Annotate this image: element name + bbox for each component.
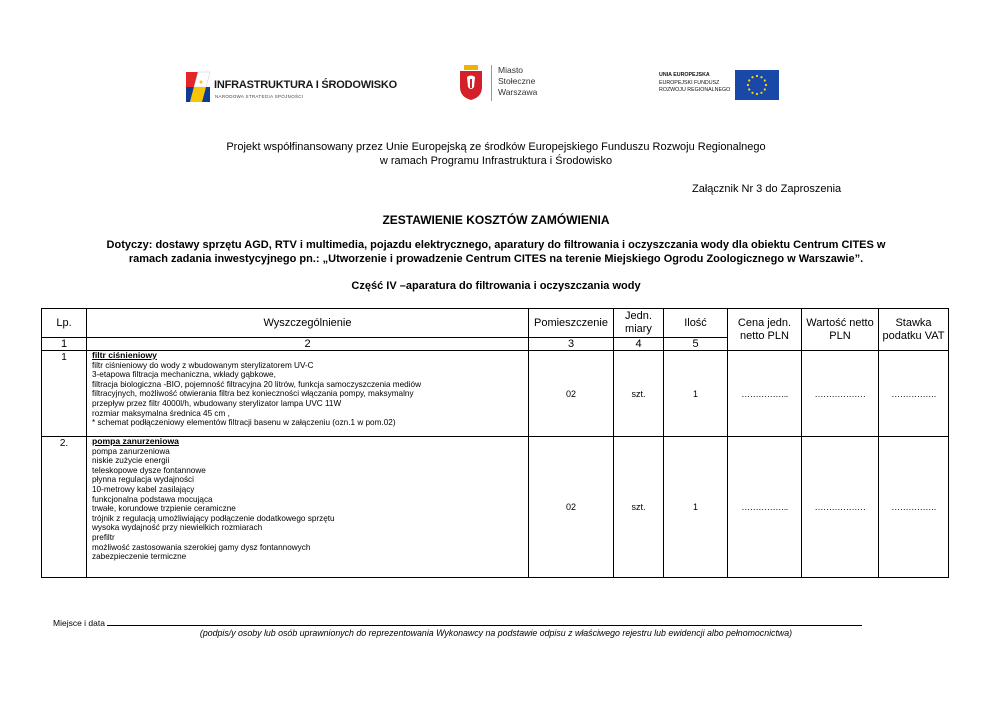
header-row (42, 309, 949, 338)
eu-star (764, 88, 766, 90)
eu-star (756, 75, 758, 77)
header-unit-price: Cena jedn. netto PLN (728, 309, 802, 351)
eu-line-1: UNIA EUROPEJSKA (659, 72, 710, 78)
row-net-value: ……………… (802, 437, 879, 578)
spec-line: wysoka wydajność przy niewielkich rozmiarach (92, 523, 263, 533)
eu-star (765, 84, 767, 86)
warszawa-line-2: Stołeczne (498, 76, 536, 86)
eu-star (764, 79, 766, 81)
row-quantity: 1 (664, 437, 728, 578)
project-line-2: w ramach Programu Infrastruktura i Środowisko (379, 155, 613, 167)
header-vat-rate: Stawka podatku VAT (879, 309, 949, 351)
spec-line: teleskopowe dysze fontannowe (92, 465, 206, 475)
warszawa-text (498, 65, 537, 98)
spec-line: pompa zanurzeniowa (92, 446, 170, 456)
eu-star (760, 76, 762, 78)
logo-title: INFRASTRUKTURA I ŚRODOWISKO (214, 79, 398, 91)
eu-line-3: ROZWOJU REGIONALNEGO (659, 87, 731, 93)
warszawa-line-1: Miasto (498, 65, 524, 75)
eu-star (756, 93, 758, 95)
spec-line: filtracyjnych, możliwość otwierania filtra bez konieczności włączania pompy, maksymalny (92, 389, 414, 399)
spec-line: filtracja biologiczna -BIO, pojemność filtracyjna 20 litrów, funkcja samoczyszczenia mediów (92, 379, 421, 389)
spec-line: trwałe, korundowe trzpienie ceramiczne (92, 504, 236, 514)
eu-line-2: EUROPEJSKI FUNDUSZ (659, 79, 720, 86)
spec-line: możliwość zastosowania szerokiej gamy dysz fontannowych (92, 542, 311, 552)
place-date-label: Miejsce i data (53, 618, 105, 628)
header-unit: Jedn. miary (614, 309, 664, 338)
table-row (42, 437, 949, 578)
row-lp: 2. (42, 437, 87, 578)
row-vat-rate: ……………. (879, 437, 949, 578)
header-lp: Lp. (42, 309, 87, 338)
row-unit: szt. (614, 437, 664, 578)
spec-line: 3-etapowa filtracja mechaniczna, wkłady gąbkowe, (92, 370, 276, 380)
column-number: 2 (87, 338, 529, 351)
spec-line: przepływ przez filtr 4000l/h, wbudowany sterylizator lampa UVC 11W (92, 398, 342, 408)
spec-line: rozmiar maksymalna średnica 45 cm , (92, 408, 230, 418)
row-description (87, 351, 529, 437)
place-date-line (107, 617, 862, 626)
project-line-1: Projekt współfinansowany przez Unie Europejską ze środków Europejskiego Funduszu Rozwoju Regionalnego (226, 141, 766, 153)
row-unit-price: …………….. (728, 437, 802, 578)
spec-line: 10-metrowy kabel zasilający (92, 484, 195, 494)
spec-line: filtr ciśnieniowy do wody z wbudowanym sterylizatorem UV-C (92, 360, 314, 370)
logo-separator (491, 65, 492, 101)
header-description: Wyszczególnienie (87, 309, 529, 338)
warsaw-crest-icon (458, 65, 484, 101)
row-unit-price: …………….. (728, 351, 802, 437)
item-title: filtr ciśnieniowy (92, 350, 157, 360)
logo-subtitle: NARODOWA STRATEGIA SPÓJNOŚCI (215, 94, 304, 99)
eu-star (751, 76, 753, 78)
spec-line: trójnik z regulacją umożliwiający podłączenie dodatkowego sprzętu (92, 513, 335, 523)
eu-text (659, 72, 730, 95)
row-room: 02 (529, 351, 614, 437)
part-heading: Część IV –aparatura do filtrowania i oczyszczania wody (351, 280, 641, 292)
document-title: ZESTAWIENIE KOSZTÓW ZAMÓWIENIA (382, 213, 610, 227)
row-room: 02 (529, 437, 614, 578)
warszawa-line-3: Warszawa (498, 87, 538, 97)
eu-star (760, 92, 762, 94)
eu-flag-icon (735, 70, 779, 100)
spec-line: funkcjonalna podstawa mocująca (92, 494, 213, 504)
flag-icon (184, 70, 212, 104)
column-number: 1 (42, 338, 87, 351)
cost-table (41, 308, 949, 578)
spec-line: prefiltr (92, 532, 115, 542)
eu-star (748, 88, 750, 90)
annex-label: Załącznik Nr 3 do Zaproszenia (692, 183, 842, 195)
warszawa-logo (458, 63, 558, 107)
column-number: 5 (664, 338, 728, 351)
column-number: 3 (529, 338, 614, 351)
table-row (42, 351, 949, 437)
subject-line-2: ramach zadania inwestycyjnego pn.: „Utworzenie i prowadzenie Centrum CITES na terenie Miejskiego Ogrodu Zoologicznego w Warszawie”. (128, 253, 864, 265)
row-unit: szt. (614, 351, 664, 437)
eu-logo (659, 68, 779, 104)
project-cofinancing-note (0, 140, 992, 168)
subject-line-1: Dotyczy: dostawy sprzętu AGD, RTV i multimedia, pojazdu elektrycznego, aparatury do filtrowania i oczyszczania wody dla obiektu Centrum CITES w (106, 239, 886, 251)
column-number: 4 (614, 338, 664, 351)
item-title: pompa zanurzeniowa (92, 436, 179, 446)
row-description (87, 437, 529, 578)
header-net-value: Wartość netto PLN (802, 309, 879, 351)
infrastruktura-i-srodowisko-logo (184, 66, 398, 108)
header-quantity: Ilość (664, 309, 728, 338)
eu-star (748, 79, 750, 81)
spec-line: płynna regulacja wydajności (92, 475, 194, 485)
place-date-field (53, 617, 862, 628)
signature-note: (podpis/y osoby lub osób uprawnionych do reprezentowania Wykonawcy na podstawie odpisu z właściwego rejestru lub ewidencji albo pełnomocnictwa) (199, 628, 793, 638)
row-quantity: 1 (664, 351, 728, 437)
spec-line: niskie zużycie energii (92, 456, 170, 466)
row-lp: 1 (42, 351, 87, 437)
eu-star (747, 84, 749, 86)
header-room: Pomieszczenie (529, 309, 614, 338)
eu-star (751, 92, 753, 94)
row-vat-rate: ……………. (879, 351, 949, 437)
subject-text (0, 238, 992, 266)
spec-line: * schemat podłączeniowy elementów filtracji basenu w załączeniu (ozn.1 w pom.02) (92, 418, 396, 428)
spec-line: zabezpieczenie termiczne (92, 552, 187, 562)
row-net-value: ……………… (802, 351, 879, 437)
